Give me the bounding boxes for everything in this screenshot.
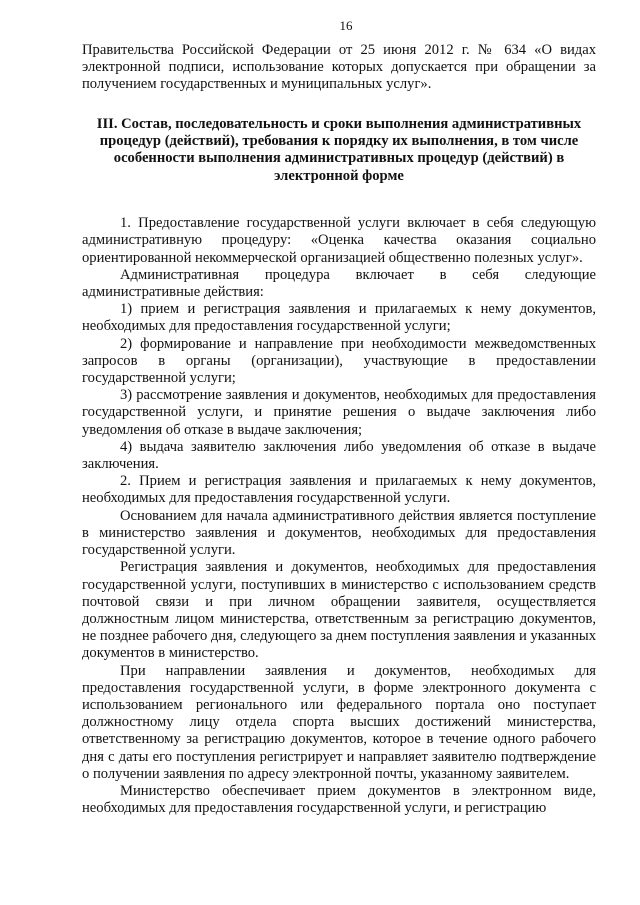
page-number: 16 — [339, 18, 353, 33]
paragraph-ministry-reception: Министерство обеспечивает прием документов в электронном виде, необходимых для предоставления государственной услуги, и регистрацию — [82, 782, 596, 817]
list-item-3: 3) рассмотрение заявления и документов, необходимых для предоставления государственной услуги, и принятие решения о выдаче заключения либо уведомления об отказе в выдаче заключения; — [82, 387, 596, 438]
paragraph-actions-intro: Административная процедура включает в себя следующие административные действия: — [82, 266, 596, 301]
paragraph-services-procedure: 1. Предоставление государственной услуги включает в себя следующую административную процедуру: «Оценка качества оказания социально ориентированной некоммерческой организацией общественно полезных услуг». — [82, 215, 596, 266]
paragraph-registration: Регистрация заявления и документов, необходимых для предоставления государственной услуги, поступивших в министерство с использованием средств почтовой связи и при личном обращении заявителя, осуществляется должностным лицом министерства, ответственным за регистрацию документов, не позднее рабочего дня, следующего за днем поступления заявления и указанных документов в министерство. — [82, 559, 597, 662]
list-item-2: 2) формирование и направление при необходимости межведомственных запросов в органы (организации), участвующие в предоставлении государственной услуги; — [82, 335, 596, 387]
list-item-1: 1) прием и регистрация заявления и прилагаемых к нему документов, необходимых для предоставления государственной услуги; — [82, 301, 596, 335]
paragraph-basis: Основанием для начала административного действия является поступление в министерство заявления и документов, необходимых для предоставления государственной услуги. — [82, 507, 596, 559]
paragraph-electronic-submission: При направлении заявления и документов, необходимых для предоставления государственной услуги, в форме электронного документа с использованием регионального или федерального портала оно поступает должностному лицу отдела спорта высших достижений министерства, ответственному за регистрацию документов, которое в течение одного рабочего дня с даты его поступления регистрирует и направляет заявителю подтверждение о получении заявления по адресу электронной почты, указанному заявителем. — [82, 662, 596, 782]
list-item-4: 4) выдача заявителю заключения либо уведомления об отказе в выдаче заключения. — [82, 438, 596, 473]
intro-paragraph: Правительства Российской Федерации от 25 июня 2012 г. № 634 «О видах электронной подписи, использование которых допускается при обращении за получением государственных и муниципальных услуг». — [82, 42, 596, 93]
section-heading: III. Состав, последовательность и сроки выполнения административных процедур (действий), требования к порядку их выполнения, в том числе особенности выполнения административных процедур (действий) в электронной форме — [96, 115, 582, 184]
paragraph-reception-title: 2. Прием и регистрация заявления и прилагаемых к нему документов, необходимых для предоставления государственной услуги. — [82, 473, 596, 507]
